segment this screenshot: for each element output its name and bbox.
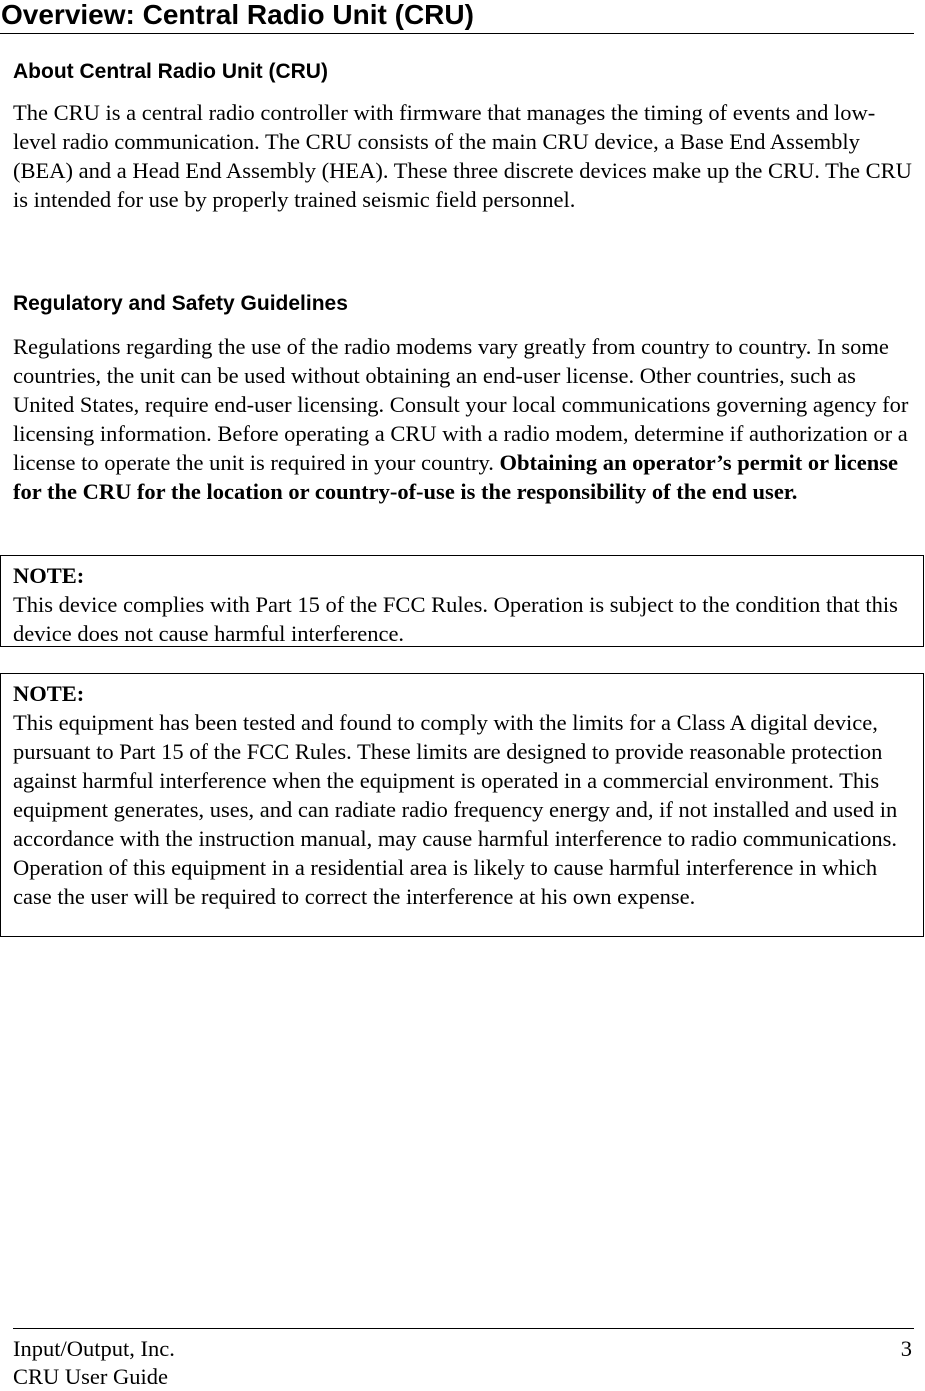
footer-company: Input/Output, Inc. xyxy=(13,1336,175,1361)
note-box-class-a xyxy=(0,673,924,937)
regulatory-heading: Regulatory and Safety Guidelines xyxy=(13,292,348,315)
note-text: This equipment has been tested and found to comply with the limits for a Class A digital device, pursuant to Part 15 of the FCC Rules. These limits are designed to provide reasonable protection against harmful interference when the equipment is operated in a commercial environment. This equipment generates, uses, and can radiate radio frequency energy and, if not installed and used in accordance with the instruction manual, may cause harmful interference to radio communications. Operation of this equipment in a residential area is likely to cause harmful interference in which case the user will be required to correct the interference at his own expense. xyxy=(13,710,898,909)
note-text: This device complies with Part 15 of the FCC Rules. Operation is subject to the condition that this device does not cause harmful interference. xyxy=(13,592,898,646)
about-heading: About Central Radio Unit (CRU) xyxy=(13,60,328,83)
note-label: NOTE: xyxy=(13,681,85,706)
footer-page-number: 3 xyxy=(900,1336,912,1361)
page-title: Overview: Central Radio Unit (CRU) xyxy=(0,0,914,34)
about-paragraph: The CRU is a central radio controller with firmware that manages the timing of events and low-level radio communication. The CRU consists of the main CRU device, a Base End Assembly (BEA) and a Head End Assembly (HEA). These three discrete devices make up the CRU. The CRU is intended for use by properly trained seismic field personnel. xyxy=(13,100,912,212)
note-label: NOTE: xyxy=(13,563,85,588)
note-box-fcc-part15 xyxy=(0,555,924,647)
footer-divider xyxy=(13,1328,914,1329)
regulatory-bold-text: Obtaining an operator’s permit or license for the CRU for the location or country-of-use is the responsibility of the end user. xyxy=(13,450,899,504)
footer-guide-title: CRU User Guide xyxy=(13,1364,168,1389)
regulatory-paragraph xyxy=(13,332,918,506)
regulatory-text: Regulations regarding the use of the radio modems vary greatly from country to country. In some countries, the unit can be used without obtaining an end-user license. Other countries, such as United States, require end-user licensing. Consult your local communications governing agency for licensing information. Before operating a CRU with a radio modem, determine if authorization or a license to operate the unit is required in your country. xyxy=(13,334,909,475)
